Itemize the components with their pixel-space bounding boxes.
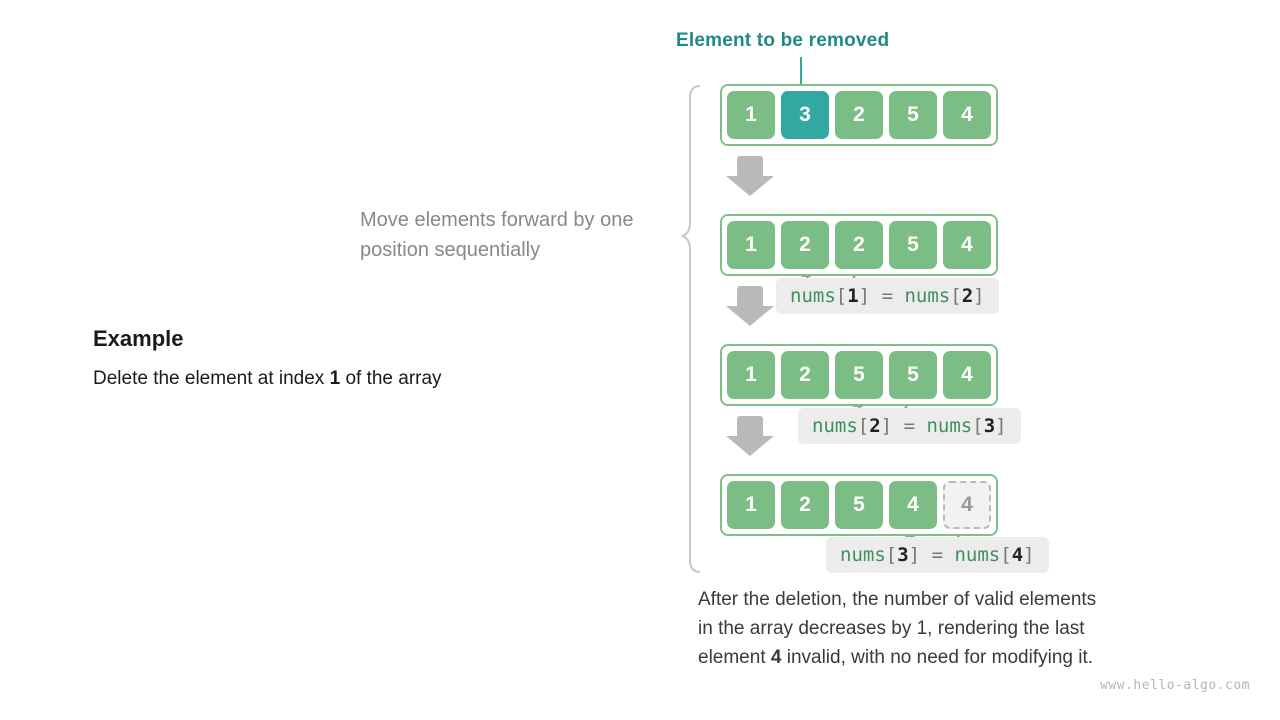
code-target-name: nums — [812, 415, 858, 437]
array-cell[interactable]: 2 — [781, 221, 829, 269]
code-label-assign-1-2: nums[1] = nums[2] — [776, 278, 999, 314]
code-target-index: 2 — [869, 415, 881, 437]
array-cell[interactable]: 4 — [943, 351, 991, 399]
caption-line-1: After the deletion, the number of valid elements — [698, 589, 1097, 610]
code-source-index: 4 — [1011, 544, 1024, 566]
caption-line-3-suffix: invalid, with no need for modifying it. — [781, 647, 1094, 668]
array-cell-invalid[interactable]: 4 — [943, 481, 991, 529]
code-source-name: nums — [926, 415, 973, 437]
code-target-name: nums — [840, 544, 886, 566]
array-step-4 — [720, 474, 998, 536]
array-cell[interactable]: 5 — [889, 351, 937, 399]
example-desc-suffix: of the array — [340, 368, 442, 389]
array-cell-highlighted[interactable]: 3 — [781, 91, 829, 139]
array-cell[interactable]: 1 — [727, 221, 775, 269]
code-target-name: nums — [790, 285, 836, 307]
array-step-1 — [720, 84, 998, 146]
caption-line-3-prefix: element — [698, 647, 771, 668]
array-step-3 — [720, 344, 998, 406]
array-cell[interactable]: 1 — [727, 91, 775, 139]
code-source-name: nums — [954, 544, 1001, 566]
down-arrow-3 — [726, 416, 774, 456]
code-source-index: 2 — [961, 285, 974, 307]
example-desc-prefix: Delete the element at index — [93, 368, 330, 389]
example-desc-index: 1 — [329, 368, 341, 389]
group-bracket — [682, 86, 700, 572]
deletion-caption — [698, 585, 1218, 672]
code-target-index: 3 — [897, 544, 909, 566]
array-cell[interactable]: 5 — [889, 91, 937, 139]
array-cell[interactable]: 2 — [835, 91, 883, 139]
code-source-name: nums — [904, 285, 951, 307]
array-cell[interactable]: 4 — [943, 221, 991, 269]
caption-line-2: in the array decreases by 1, rendering the last — [698, 618, 1085, 639]
array-cell[interactable]: 2 — [781, 481, 829, 529]
array-cell[interactable]: 2 — [835, 221, 883, 269]
down-arrow-1 — [726, 156, 774, 196]
array-cell[interactable]: 5 — [835, 481, 883, 529]
down-arrow-2 — [726, 286, 774, 326]
code-source-index: 3 — [983, 415, 996, 437]
code-label-assign-3-4: nums[3] = nums[4] — [826, 537, 1049, 573]
move-elements-note: Move elements forward by one position sequentially — [360, 209, 634, 261]
array-step-2 — [720, 214, 998, 276]
removed-element-title: Element to be removed — [676, 30, 890, 51]
example-description — [93, 368, 442, 390]
caption-line-3-value: 4 — [770, 647, 782, 668]
example-title: Example — [93, 326, 184, 351]
array-cell[interactable]: 1 — [727, 351, 775, 399]
code-target-index: 1 — [847, 285, 859, 307]
watermark: www.hello-algo.com — [1100, 678, 1250, 693]
array-cell[interactable]: 4 — [889, 481, 937, 529]
array-cell[interactable]: 2 — [781, 351, 829, 399]
array-cell[interactable]: 4 — [943, 91, 991, 139]
code-label-assign-2-3: nums[2] = nums[3] — [798, 408, 1021, 444]
array-cell[interactable]: 5 — [835, 351, 883, 399]
array-cell[interactable]: 1 — [727, 481, 775, 529]
array-cell[interactable]: 5 — [889, 221, 937, 269]
